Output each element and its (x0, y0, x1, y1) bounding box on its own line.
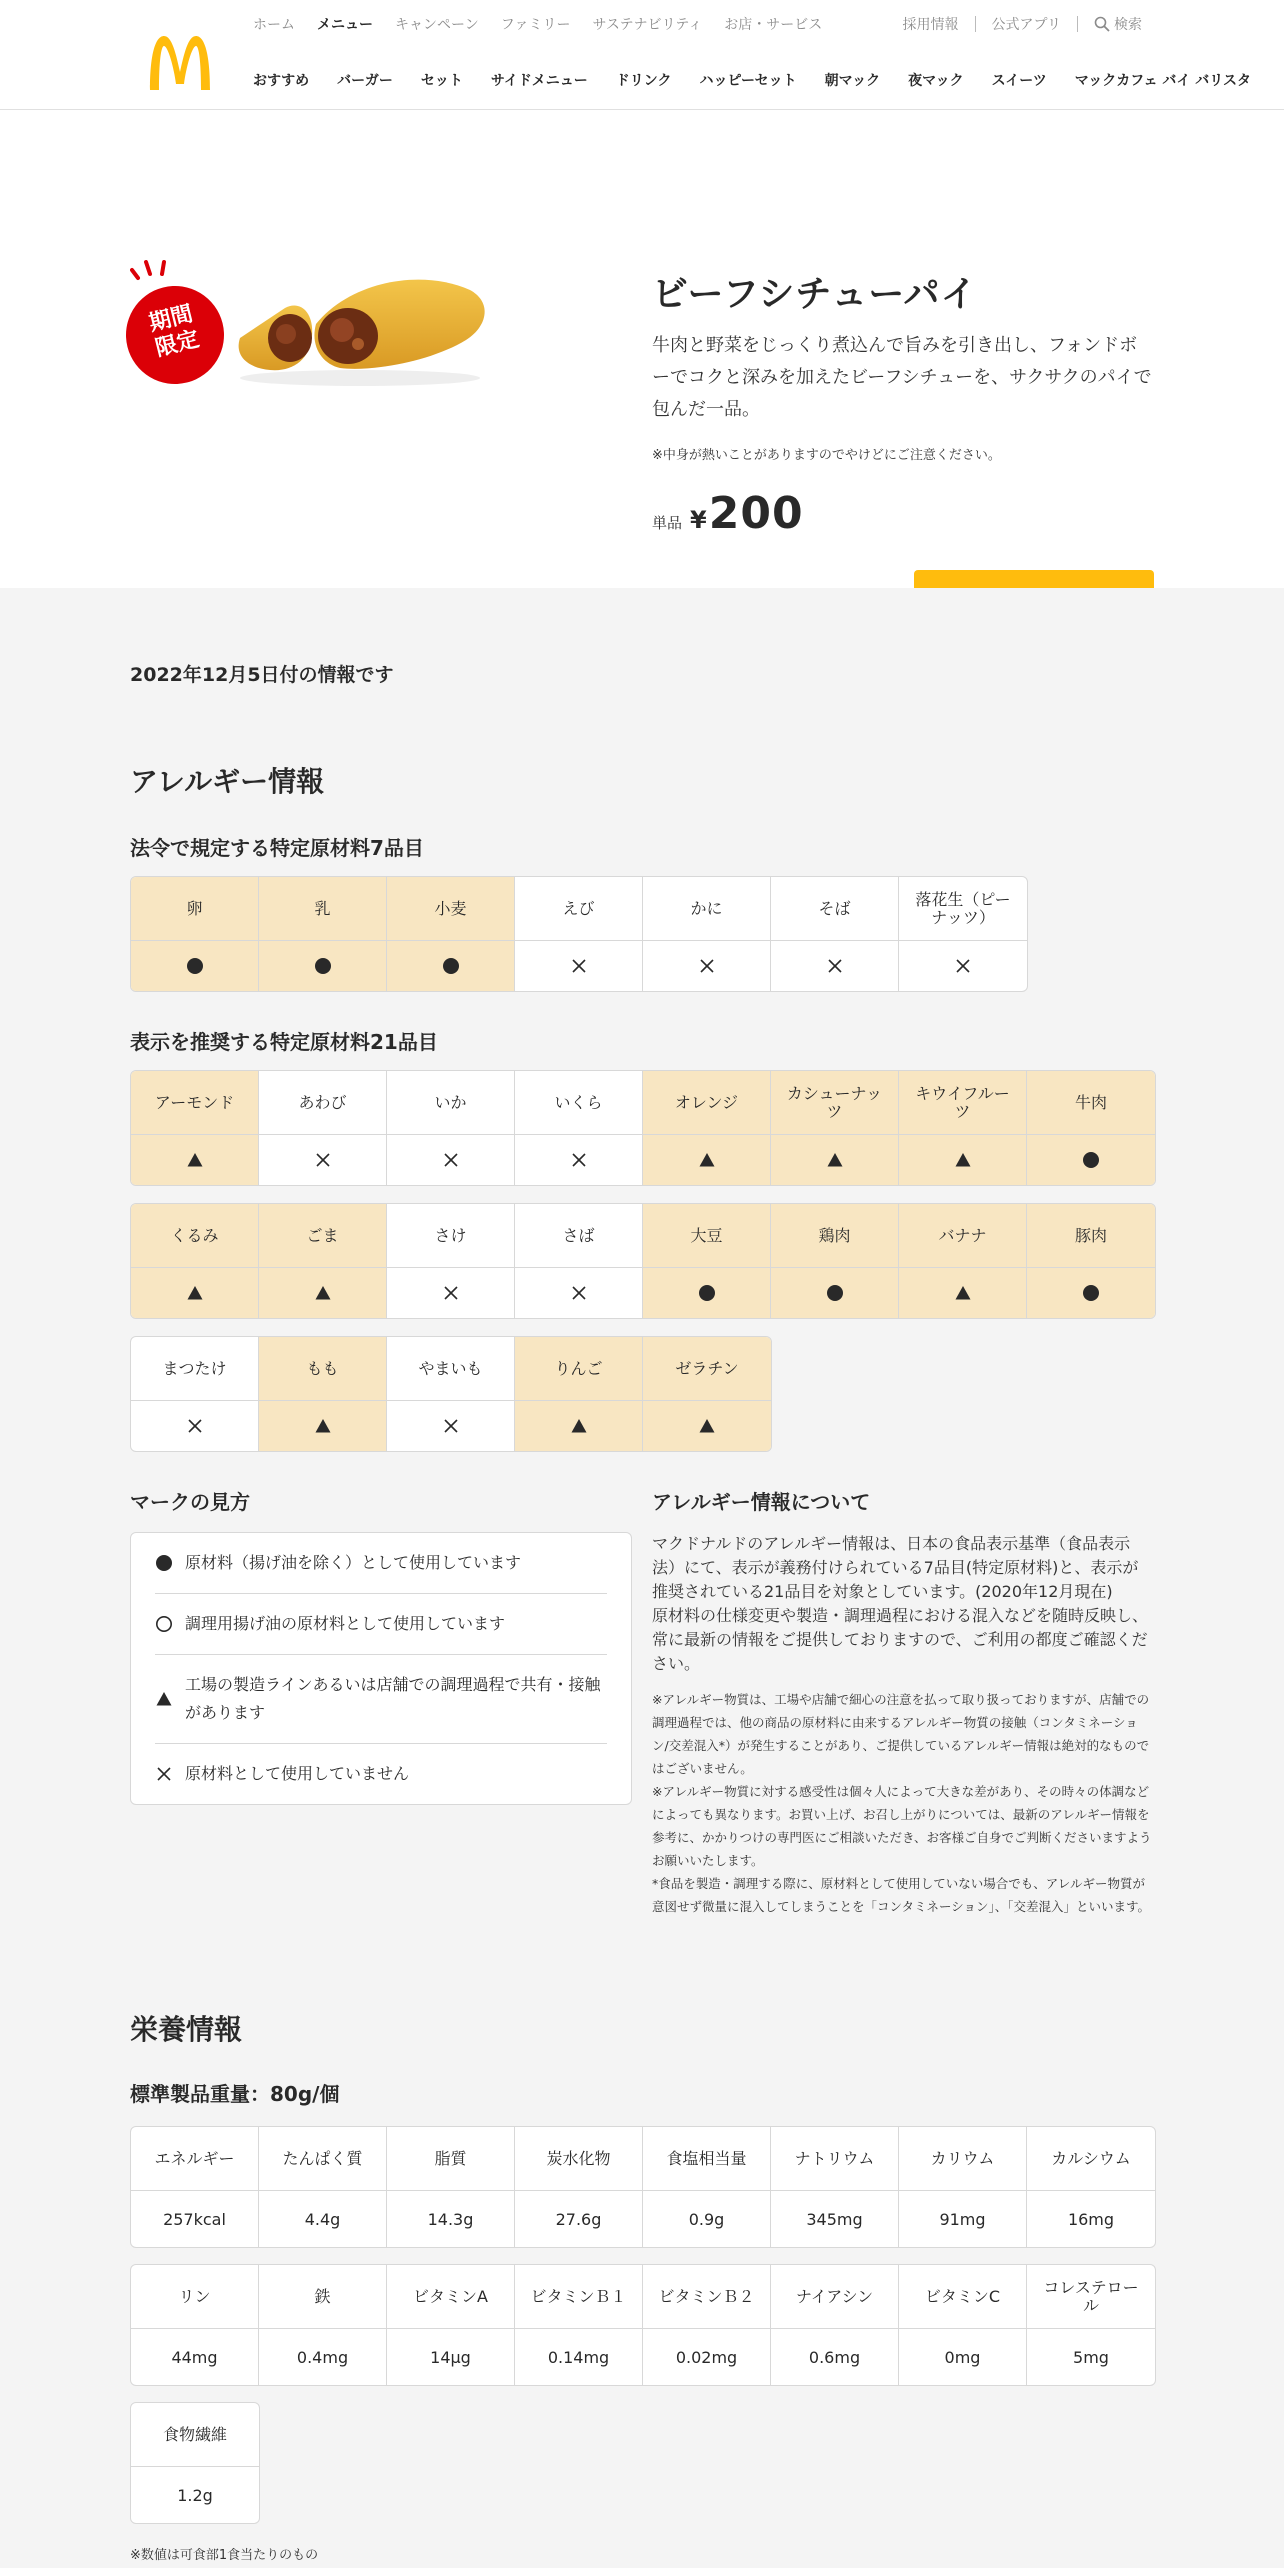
allergen-mark (643, 941, 770, 991)
recommended-allergen-table-3 (130, 1336, 772, 1452)
allergen-cell (515, 1071, 643, 1185)
allergen-cell (899, 877, 1027, 991)
nutrient-name: 炭水化物 (515, 2127, 642, 2191)
allergen-mark (515, 1135, 642, 1185)
cross-mark-icon (698, 957, 716, 975)
legend-row (155, 1533, 607, 1594)
nutrient-name: たんぱく質 (259, 2127, 386, 2191)
allergen-cell (771, 1204, 899, 1318)
allergen-mark (1027, 1268, 1155, 1318)
allergen-cell (387, 877, 515, 991)
allergen-cell (515, 1204, 643, 1318)
allergen-cell (259, 1337, 387, 1451)
cross-mark-icon (442, 1151, 460, 1169)
nutrient-name: 食塩相当量 (643, 2127, 770, 2191)
allergen-cell (643, 1337, 771, 1451)
beef-stew-pie-image (230, 260, 490, 390)
nutrition-cell (259, 2127, 387, 2247)
nutrition-cell (1027, 2127, 1155, 2247)
allergen-cell (259, 877, 387, 991)
nutrition-cell (899, 2127, 1027, 2247)
allergen-mark (899, 941, 1027, 991)
allergen-name: くるみ (131, 1204, 258, 1268)
allergen-name: まつたけ (131, 1337, 258, 1401)
nutrition-cell (771, 2127, 899, 2247)
legend-row (155, 1655, 607, 1744)
mainnav-item[interactable]: バーガー (337, 73, 393, 89)
allergen-mark (131, 1268, 258, 1318)
nutrition-cell (899, 2265, 1027, 2385)
site-header (0, 0, 1284, 110)
allergen-name: いか (387, 1071, 514, 1135)
mainnav-item[interactable]: おすすめ (253, 73, 310, 89)
nutrient-name: ナイアシン (771, 2265, 898, 2329)
allergen-mark (771, 941, 898, 991)
allergen-mark (515, 1268, 642, 1318)
allergen-mark (771, 1268, 898, 1318)
nutrient-name: カルシウム (1027, 2127, 1155, 2191)
nutrient-value: 0.9g (688, 2209, 725, 2229)
badge-line-1: 期間 (146, 301, 196, 337)
allergen-name: いくら (515, 1071, 642, 1135)
nutrition-weight: 標準製品重量：80g/個 (130, 2082, 340, 2106)
allergen-cell (259, 1204, 387, 1318)
allergen-mark (771, 1135, 898, 1185)
product-section (0, 110, 1284, 588)
allergen-cell (259, 1071, 387, 1185)
allergen-mark (387, 1135, 514, 1185)
nutrition-cell (771, 2265, 899, 2385)
filled-circle-mark-icon (442, 957, 460, 975)
nutrition-cell (515, 2127, 643, 2247)
currency-symbol: ¥ (690, 506, 707, 534)
triangle-mark-icon (698, 1151, 716, 1169)
nutrient-value: 0mg (944, 2347, 981, 2367)
nutrient-name: 食物繊維 (131, 2403, 259, 2467)
allergen-cell (899, 1071, 1027, 1185)
nutrient-value: 14µg (430, 2347, 471, 2367)
legend-symbol (155, 1615, 185, 1633)
product-price (652, 488, 804, 539)
allergen-cell (131, 1071, 259, 1185)
allergen-cell (131, 1337, 259, 1451)
limited-time-badge (116, 276, 235, 395)
allergen-cell (643, 877, 771, 991)
nutrient-name: ナトリウム (771, 2127, 898, 2191)
mainnav-item[interactable]: 夜マック (908, 73, 964, 89)
allergen-mark (387, 941, 514, 991)
legend-text: 工場の製造ラインあるいは店舗での調理過程で共有・接触があります (185, 1675, 601, 1722)
allergy-about-notes: ※アレルギー物質は、工場や店舗で細心の注意を払って取り扱っておりますが、店舗での調理過程では、他の商品の原材料に由来するアレルギー物質の接触（コンタミネーション/交差混入*）が発生することがあり、ご提供しているアレルギー情報は絶対的なものではございません。 ※アレルギー物質に対する感受性は個々人によって大きな差があり、その時々の体調などによっても異なります。お買い上げ、お召し上がりについては、最新のアレルギー情報を参考に、かかりつけの専門医にご相談いただき、お客様ご自身でご判断くださいますようお願いいたします。 *食品を製造・調理する際に、原材料として使用していない場合でも、アレルギー物質が意図せず微量に混入してしまうことを「コンタミネーション」、「交差混入」といいます。 (652, 1692, 1152, 1914)
allergen-name: 鶏肉 (771, 1204, 898, 1268)
filled-circle-mark-icon (826, 1284, 844, 1302)
nutrient-name: エネルギー (131, 2127, 258, 2191)
allergen-cell (771, 1071, 899, 1185)
price-value: 200 (708, 488, 804, 539)
allergen-name: りんご (515, 1337, 642, 1401)
allergen-cell (643, 1204, 771, 1318)
allergen-mark (1027, 1135, 1155, 1185)
nutrient-name: リン (131, 2265, 258, 2329)
search-icon (1094, 16, 1110, 32)
nutrition-cell (259, 2265, 387, 2385)
nutrition-cell (131, 2265, 259, 2385)
nutrition-cell (643, 2265, 771, 2385)
allergen-mark (515, 1401, 642, 1451)
nutrition-heading: 栄養情報 (130, 2013, 243, 2046)
cross-mark-icon (570, 957, 588, 975)
divider (1077, 16, 1078, 32)
info-date: 2022年12月5日付の情報です (130, 664, 394, 686)
allergen-mark (899, 1135, 1026, 1185)
allergen-cell (131, 1204, 259, 1318)
nutrient-value: 0.4mg (296, 2347, 349, 2367)
nutrient-value: 257kcal (163, 2209, 226, 2229)
triangle-mark-icon (186, 1151, 204, 1169)
allergen-mark (643, 1268, 770, 1318)
nutrition-cell (387, 2265, 515, 2385)
allergen-cell (387, 1071, 515, 1185)
nutrient-value: 345mg (806, 2209, 863, 2229)
nutrient-value: 0.14mg (547, 2347, 610, 2367)
triangle-mark-icon (155, 1690, 173, 1708)
triangle-mark-icon (186, 1284, 204, 1302)
filled-circle-mark-icon (1082, 1151, 1100, 1169)
recruit-link[interactable]: 採用情報 (902, 17, 959, 33)
triangle-mark-icon (314, 1284, 332, 1302)
allergen-mark (259, 941, 386, 991)
allergen-cell (131, 877, 259, 991)
mainnav-item[interactable]: セット (420, 73, 463, 89)
recommended-allergen-table-1 (130, 1070, 1156, 1186)
allergy-about-heading: アレルギー情報について (652, 1490, 871, 1514)
allergen-cell (387, 1204, 515, 1318)
topnav-item[interactable]: キャンペーン (395, 17, 479, 33)
cross-mark-icon (954, 957, 972, 975)
allergen-name: さば (515, 1204, 642, 1268)
nutrient-value: 44mg (171, 2347, 218, 2367)
nutrient-value: 91mg (939, 2209, 986, 2229)
allergen-name: もも (259, 1337, 386, 1401)
filled-circle-mark-icon (1082, 1284, 1100, 1302)
allergen-name: 卵 (131, 877, 258, 941)
cross-mark-icon (442, 1417, 460, 1435)
allergen-cell (1027, 1204, 1155, 1318)
mandatory-allergen-table (130, 876, 1028, 992)
cross-mark-icon (186, 1417, 204, 1435)
filled-circle-mark-icon (314, 957, 332, 975)
legend-text: 調理用揚げ油の原材料として使用しています (185, 1614, 506, 1633)
nutrient-name: ビタミンC (899, 2265, 1026, 2329)
allergen-name: バナナ (899, 1204, 1026, 1268)
triangle-mark-icon (314, 1417, 332, 1435)
allergen-name: やまいも (387, 1337, 514, 1401)
nutrient-value: 5mg (1073, 2347, 1109, 2367)
allergen-name: そば (771, 877, 898, 941)
topnav-item[interactable]: お店・サービス (724, 17, 823, 33)
mcdonalds-logo[interactable] (146, 32, 214, 92)
allergen-cell (515, 1337, 643, 1451)
allergen-name: かに (643, 877, 770, 941)
triangle-mark-icon (954, 1151, 972, 1169)
nutrient-value: 0.02mg (675, 2347, 738, 2367)
allergen-name: 乳 (259, 877, 386, 941)
search-label: 検索 (1114, 17, 1142, 33)
nutrient-name: コレステロール (1027, 2265, 1155, 2329)
allergen-name: ゼラチン (643, 1337, 771, 1401)
cross-mark-icon (155, 1765, 173, 1783)
allergen-mark (259, 1401, 386, 1451)
triangle-mark-icon (954, 1284, 972, 1302)
legend-row (155, 1744, 607, 1804)
allergen-mark (387, 1268, 514, 1318)
allergen-name: 小麦 (387, 877, 514, 941)
divider (975, 16, 976, 32)
allergen-mark (515, 941, 642, 991)
allergen-name: オレンジ (643, 1071, 770, 1135)
allergen-mark (643, 1135, 770, 1185)
open-circle-mark-icon (155, 1615, 173, 1633)
nutrition-cell (387, 2127, 515, 2247)
triangle-mark-icon (570, 1417, 588, 1435)
filled-circle-mark-icon (698, 1284, 716, 1302)
product-description: 牛肉と野菜をじっくり煮込んで旨みを引き出し、フォンドボーでコクと深みを加えたビーフシチューを、サクサクのパイで包んだ一品。 (652, 335, 1152, 420)
cross-mark-icon (826, 957, 844, 975)
nutrient-value: 14.3g (427, 2209, 474, 2229)
info-section (0, 588, 1284, 2568)
legend-symbol (155, 1690, 185, 1708)
nutrient-name: 鉄 (259, 2265, 386, 2329)
nutrition-cell (131, 2127, 259, 2247)
filled-circle-mark-icon (155, 1554, 173, 1572)
nutrient-name: 脂質 (387, 2127, 514, 2191)
nutrition-cell (643, 2127, 771, 2247)
allergen-name: キウイフルーツ (899, 1071, 1026, 1135)
legend-symbol (155, 1554, 185, 1572)
nutrient-name: ビタミンＢ１ (515, 2265, 642, 2329)
triangle-mark-icon (826, 1151, 844, 1169)
nutrient-name: ビタミンＢ２ (643, 2265, 770, 2329)
mainnav-item[interactable]: ドリンク (615, 73, 672, 89)
mainnav-item[interactable]: ハッピーセット (699, 73, 797, 89)
allergen-mark (259, 1268, 386, 1318)
allergen-mark (899, 1268, 1026, 1318)
legend-row (155, 1594, 607, 1655)
cross-mark-icon (570, 1284, 588, 1302)
allergen-name: 豚肉 (1027, 1204, 1155, 1268)
nutrient-value: 4.4g (304, 2209, 341, 2229)
allergy-about-body: マクドナルドのアレルギー情報は、日本の食品表示基準（食品表示法）にて、表示が義務付けられている7品目(特定原材料)と、表示が推奨されている21品目を対象としています。(2020年12月現在) 原材料の仕様変更や製造・調理過程における混入などを随時反映し、常に最新の情報をご提供しておりますので、ご利用の都度ご確認ください。 (652, 1534, 1149, 1673)
nutrition-table-3 (130, 2402, 260, 2524)
nutrient-name: ビタミンA (387, 2265, 514, 2329)
allergen-cell (899, 1204, 1027, 1318)
nutrition-table-2 (130, 2264, 1156, 2386)
allergen-name: えび (515, 877, 642, 941)
mainnav-item[interactable]: サイドメニュー (490, 73, 588, 89)
mark-legend (130, 1532, 632, 1805)
cross-mark-icon (314, 1151, 332, 1169)
price-unit: 単品 (652, 514, 683, 532)
cross-mark-icon (570, 1151, 588, 1169)
allergen-name: 大豆 (643, 1204, 770, 1268)
nutrient-name: カリウム (899, 2127, 1026, 2191)
allergen-name: ごま (259, 1204, 386, 1268)
allergen-name: 落花生（ピーナッツ） (899, 877, 1027, 941)
allergen-mark (387, 1401, 514, 1451)
allergen-cell (515, 877, 643, 991)
allergen-mark (131, 941, 258, 991)
utility-nav (903, 14, 1142, 34)
filled-circle-mark-icon (186, 957, 204, 975)
legend-text: 原材料（揚げ油を除く）として使用しています (185, 1553, 522, 1572)
topnav-item[interactable]: ホーム (253, 17, 295, 33)
allergen-name: あわび (259, 1071, 386, 1135)
recommended-allergen-heading: 表示を推奨する特定原材料21品目 (130, 1030, 438, 1054)
allergen-cell (1027, 1071, 1155, 1185)
legend-text: 原材料として使用していません (185, 1764, 410, 1783)
allergen-cell (643, 1071, 771, 1185)
search-button[interactable] (1094, 14, 1142, 34)
top-nav (253, 14, 822, 34)
mainnav-item[interactable]: 朝マック (824, 73, 881, 89)
product-note: ※中身が熱いことがありますのでやけどにご注意ください。 (652, 448, 1001, 463)
topnav-item[interactable]: サステナビリティ (592, 17, 703, 33)
allergen-cell (387, 1337, 515, 1451)
nutrient-value: 16mg (1067, 2209, 1115, 2229)
main-nav (253, 70, 1251, 90)
allergen-mark (643, 1401, 771, 1451)
triangle-mark-icon (698, 1417, 716, 1435)
legend-heading: マークの見方 (130, 1490, 250, 1514)
topnav-item[interactable]: ファミリー (500, 17, 571, 33)
allergy-heading: アレルギー情報 (130, 765, 325, 798)
cross-mark-icon (442, 1284, 460, 1302)
nutrition-cell (1027, 2265, 1155, 2385)
nutrient-value: 0.6mg (808, 2347, 861, 2367)
nutrient-value: 1.2g (177, 2485, 213, 2505)
app-link[interactable]: 公式アプリ (991, 17, 1061, 33)
product-title: ビーフシチューパイ (652, 274, 978, 315)
nutrition-cell (515, 2265, 643, 2385)
nutrition-table-1 (130, 2126, 1156, 2248)
allergen-mark (131, 1401, 258, 1451)
allergen-mark (259, 1135, 386, 1185)
allergen-mark (131, 1135, 258, 1185)
allergen-name: カシューナッツ (771, 1071, 898, 1135)
allergen-name: 牛肉 (1027, 1071, 1155, 1135)
badge-line-2: 限定 (152, 326, 202, 362)
topnav-item[interactable]: メニュー (317, 17, 373, 33)
allergen-name: さけ (387, 1204, 514, 1268)
mainnav-item[interactable]: スイーツ (991, 73, 1047, 89)
legend-symbol (155, 1765, 185, 1783)
nutrient-value: 27.6g (555, 2209, 602, 2229)
nutrition-footnote: ※数値は可食部1食当たりのもの (130, 2548, 319, 2563)
mainnav-item[interactable]: マックカフェ バイ バリスタ (1074, 73, 1251, 89)
allergen-cell (771, 877, 899, 991)
allergen-name: アーモンド (131, 1071, 258, 1135)
nutrition-cell (131, 2403, 259, 2523)
recommended-allergen-table-2 (130, 1203, 1156, 1319)
mandatory-allergen-heading: 法令で規定する特定原材料7品目 (130, 836, 424, 860)
